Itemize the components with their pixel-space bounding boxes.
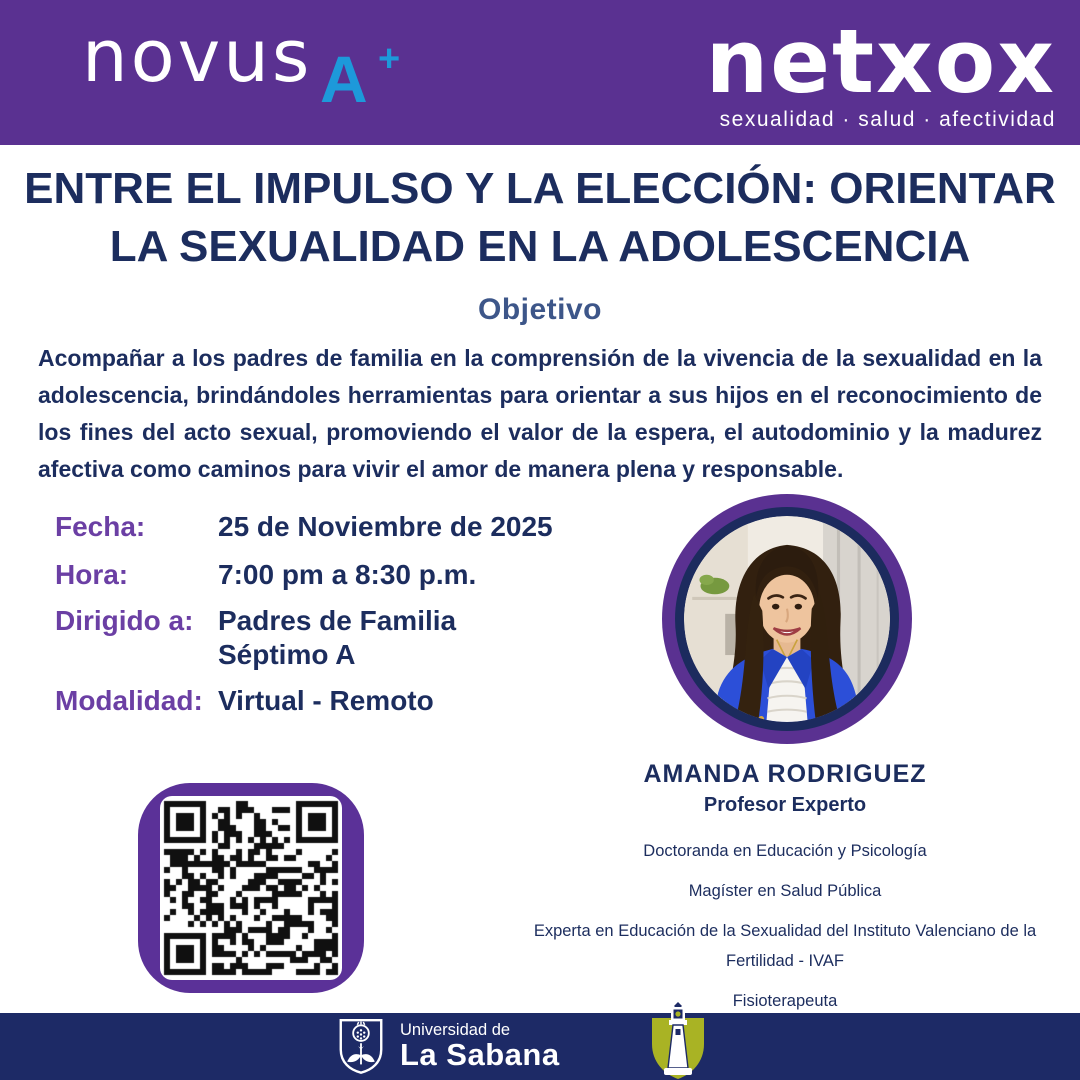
credential-item: Magíster en Salud Pública bbox=[688, 882, 882, 900]
credential-item: Doctoranda en Educación y Psicología bbox=[643, 842, 927, 860]
speaker-name: AMANDA RODRIGUEZ bbox=[643, 760, 927, 788]
novus-logo bbox=[82, 14, 402, 134]
event-title-line2: LA SEXUALIDAD EN LA ADOLESCENCIA bbox=[109, 222, 971, 271]
event-title-line1: ENTRE EL IMPULSO Y LA ELECCIÓN: ORIENTAR bbox=[24, 164, 1056, 213]
speaker-photo bbox=[684, 516, 890, 722]
hora-label: Hora: bbox=[55, 559, 129, 590]
la-sabana-shield-icon bbox=[338, 1017, 384, 1075]
speaker-role: Profesor Experto bbox=[703, 794, 867, 816]
dirigido-value bbox=[218, 604, 456, 672]
objective-heading: Objetivo bbox=[477, 293, 602, 326]
netxox-tagline: sexualidad · salud · afectividad bbox=[719, 108, 1056, 131]
fecha-label: Fecha: bbox=[55, 511, 146, 542]
dirigido-value-line1: Padres de Familia bbox=[218, 605, 457, 636]
event-details bbox=[55, 510, 615, 736]
speaker-photo-ring bbox=[662, 494, 912, 744]
la-sabana-wordmark bbox=[400, 1021, 560, 1071]
event-title bbox=[0, 160, 1080, 276]
fecha-value: 25 de Noviembre de 2025 bbox=[218, 511, 553, 542]
lighthouse-shield-icon bbox=[648, 1002, 708, 1080]
modalidad-value: Virtual - Remoto bbox=[218, 685, 434, 716]
netxox-wordmark: netxox bbox=[705, 10, 1056, 113]
modalidad-label: Modalidad: bbox=[55, 685, 203, 716]
qr-code-frame bbox=[138, 783, 364, 993]
netxox-logo bbox=[600, 10, 1060, 132]
dirigido-value-line2: Séptimo A bbox=[218, 639, 356, 670]
universidad-de-text: Universidad de bbox=[400, 1021, 511, 1039]
la-sabana-logo bbox=[338, 1017, 560, 1075]
speaker-photo-inner-ring bbox=[675, 507, 899, 731]
novus-a-letter: A bbox=[320, 42, 368, 116]
novus-wordmark: novus bbox=[82, 14, 313, 98]
credential-item: Fisioterapeuta bbox=[732, 992, 838, 1010]
header-band bbox=[0, 0, 1080, 145]
lighthouse-shield-logo bbox=[648, 1002, 708, 1080]
hora-value: 7:00 pm a 8:30 p.m. bbox=[218, 559, 477, 590]
qr-code-pattern bbox=[163, 800, 339, 976]
detail-row-dirigido bbox=[55, 604, 615, 672]
plus-icon: + bbox=[378, 38, 401, 80]
dirigido-label: Dirigido a: bbox=[55, 605, 194, 636]
qr-code bbox=[160, 796, 342, 980]
credential-item: Experta en Educación de la Sexualidad del Instituto Valenciano de la Fertilidad - IVAF bbox=[533, 922, 1037, 970]
novus-aplus-mark bbox=[320, 38, 401, 116]
detail-row-modalidad bbox=[55, 684, 615, 718]
detail-row-hora bbox=[55, 558, 615, 592]
detail-row-fecha bbox=[55, 510, 615, 544]
la-sabana-text: La Sabana bbox=[400, 1037, 560, 1072]
speaker-credentials bbox=[515, 836, 1055, 1026]
objective-paragraph: Acompañar a los padres de familia en la comprensión de la vivencia de la sexualidad en la adolescencia, brindándoles herramientas para orientar a sus hijos en el reconocimiento de los fines del acto sexual, promoviendo el valor de la espera, el autodominio y la madurez afectiva como caminos para vivir el amor de manera plena y responsable. bbox=[38, 345, 1042, 482]
